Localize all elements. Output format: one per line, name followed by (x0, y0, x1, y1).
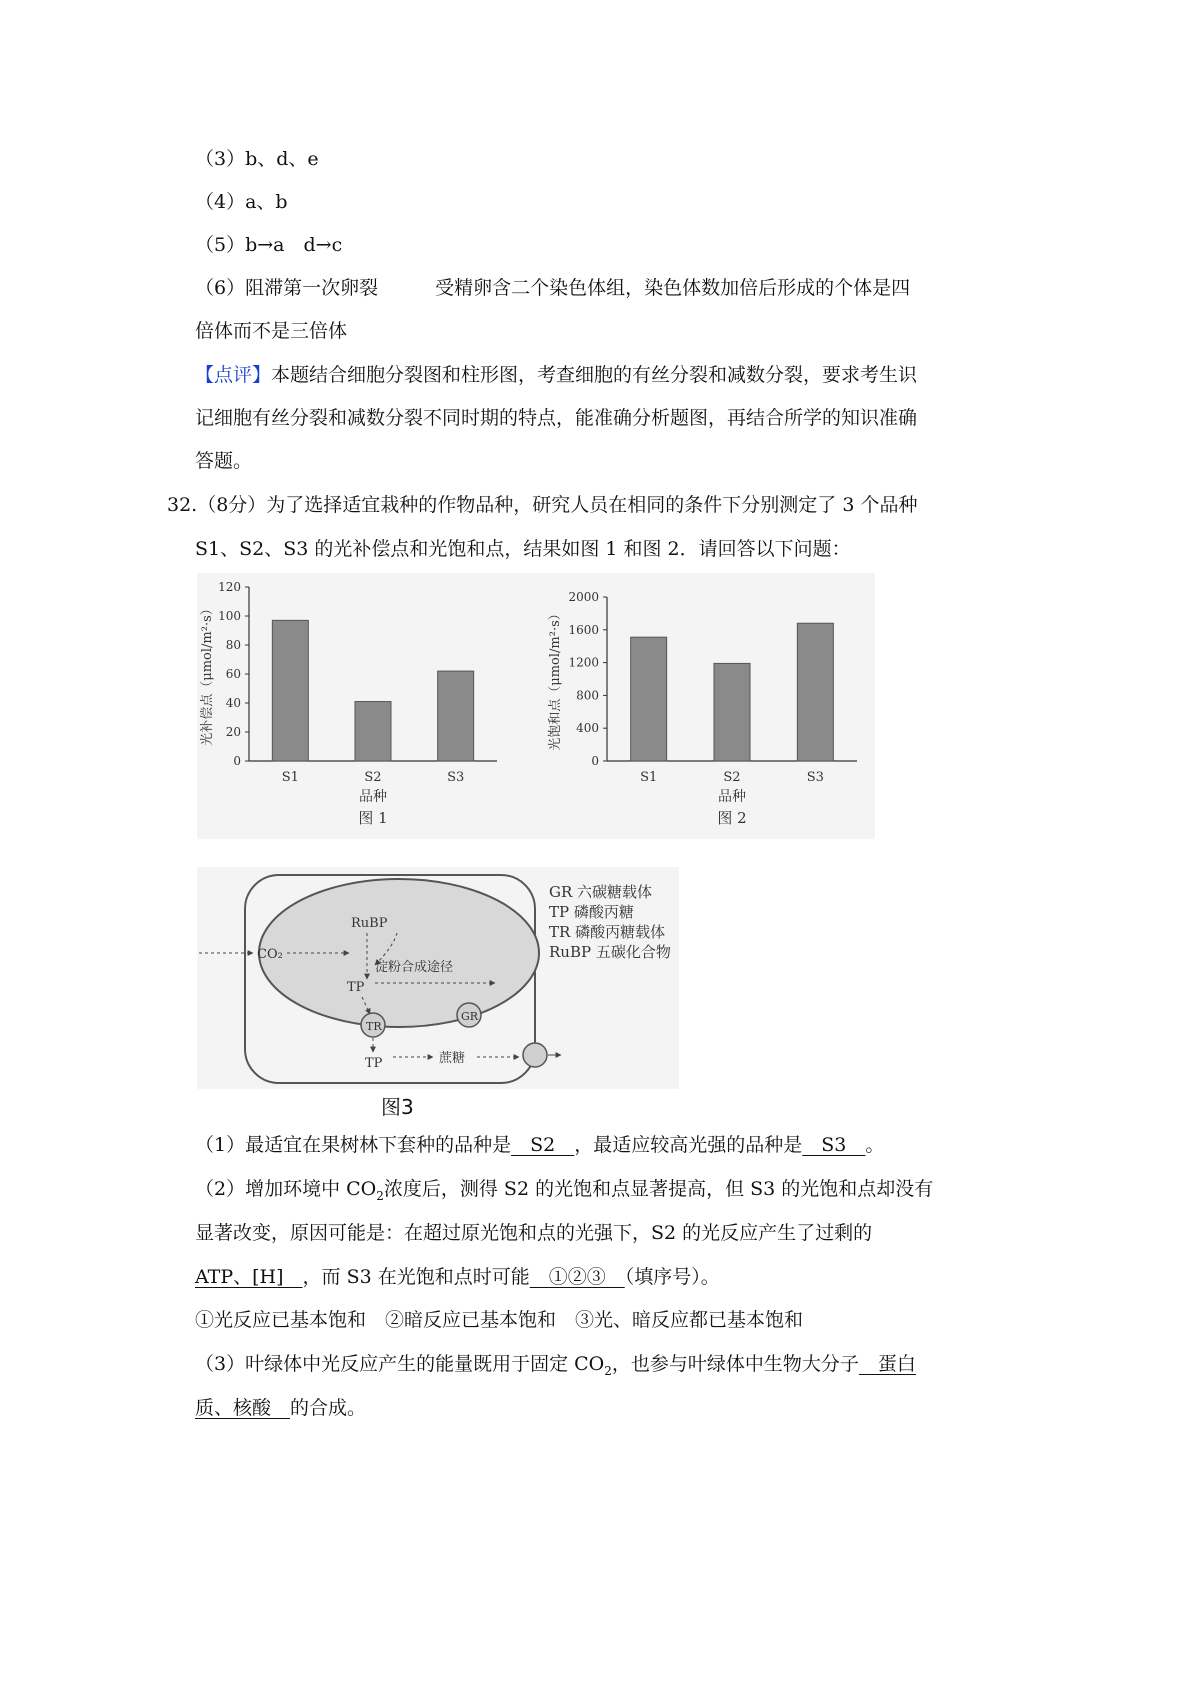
legend-tr: TR 磷酸丙糖载体 (549, 923, 666, 941)
chart2-y-tick-label: 2000 (568, 590, 599, 604)
chart1-x-label: 品种 (359, 789, 387, 805)
q1-answer-1: S2 (511, 1134, 575, 1156)
q2-line2: 显著改变，原因可能是：在超过原光饱和点的光强下，S2 的光反应产生了过剩的 (195, 1222, 873, 1244)
answer-6-line2: 倍体而不是三倍体 (195, 320, 348, 342)
chart1-bar-S1 (272, 620, 308, 761)
answer-6-line1: （6）阻滞第一次卵裂 受精卵含二个染色体组，染色体数加倍后形成的个体是四 (195, 277, 911, 299)
chart2-x-label: 品种 (718, 789, 746, 805)
q2-line3 (195, 1264, 720, 1290)
figure-3-svg (197, 867, 679, 1089)
chart2-x-tick-label: S3 (806, 770, 824, 785)
q1-answer-2: S3 (802, 1134, 866, 1156)
chart1-y-tick-label: 40 (225, 696, 241, 710)
charts-figure (197, 573, 875, 839)
tr-label: TR (366, 1020, 382, 1033)
question-32-line2: S1、S2、S3 的光补偿点和光饱和点，结果如图 1 和图 2．请回答以下问题： (195, 538, 851, 560)
sucrose-label: 蔗糖 (439, 1051, 466, 1066)
question-32-line1: 32.（8分）为了选择适宜栽种的作物品种，研究人员在相同的条件下分别测定了 3 个品种 (167, 494, 918, 516)
rubp-label: RuBP (351, 916, 388, 931)
answer-3: （3）b、d、e (195, 148, 319, 170)
figure-3 (197, 867, 679, 1089)
legend-tp: TP 磷酸丙糖 (549, 903, 634, 921)
chart1-x-tick-label: S3 (447, 770, 465, 785)
q1-line (195, 1132, 884, 1158)
q2-text-post: （填序号）。 (624, 1266, 720, 1288)
chart2-title: 图 2 (717, 809, 747, 827)
chart1-y-label: 光补偿点（μmol/m²·s） (200, 602, 215, 746)
answer-5: （5）b→a d→c (195, 234, 343, 256)
legend-gr: GR 六碳糖载体 (549, 883, 653, 901)
q3-answer-b: 质、核酸 (195, 1397, 291, 1419)
q1-text-pre: （1）最适宜在果树林下套种的品种是 (195, 1134, 512, 1156)
chart2-x-tick-label: S1 (640, 770, 658, 785)
chart2-x-tick-label: S2 (723, 770, 741, 785)
comment-line1 (195, 362, 917, 388)
charts-svg (197, 573, 875, 839)
q2-answer-2: ①②③ (529, 1266, 625, 1288)
q2-text-mid: ，而 S3 在光饱和点时可能 (302, 1266, 530, 1288)
membrane-transporter (523, 1043, 547, 1067)
chart2-y-label: 光饱和点（μmol/m²·s） (548, 607, 563, 751)
q2-sub: 2 (376, 1188, 384, 1203)
tp-outside-label: TP (365, 1056, 383, 1071)
chart1-x-tick-label: S2 (364, 770, 382, 785)
comment-tag: 【点评】 (195, 364, 272, 386)
q3-line2 (195, 1395, 366, 1421)
chart2-bar-S2 (714, 663, 750, 761)
figure-3-caption: 图3 (381, 1095, 414, 1119)
tp-inside-label: TP (347, 980, 365, 995)
chart2-bar-S3 (797, 623, 833, 761)
starch-label: 淀粉合成途径 (375, 960, 454, 975)
comment-line3: 答题。 (195, 450, 253, 472)
chart2-y-tick-label: 1200 (568, 655, 599, 670)
chart1-x-tick-label: S1 (281, 770, 299, 785)
chart1-y-tick-label: 20 (225, 725, 241, 739)
q2-text-1b: 浓度后，测得 S2 的光饱和点显著提高，但 S3 的光饱和点却没有 (383, 1178, 934, 1200)
gr-label: GR (461, 1010, 479, 1023)
chart1-y-tick-label: 100 (218, 609, 241, 623)
comment-text: 本题结合细胞分裂图和柱形图，考查细胞的有丝分裂和减数分裂，要求考生识 (271, 364, 918, 386)
q2-options: ①光反应已基本饱和 ②暗反应已基本饱和 ③光、暗反应都已基本饱和 (195, 1309, 804, 1331)
chart2-y-tick-label: 0 (591, 754, 599, 768)
chart2-y-tick-label: 400 (576, 721, 599, 736)
legend-rubp: RuBP 五碳化合物 (549, 943, 671, 961)
q1-text-post: 。 (865, 1134, 885, 1156)
q2-answer-1: ATP、[H] (195, 1266, 303, 1288)
q2-text-1a: （2）增加环境中 CO (195, 1178, 377, 1200)
chart2-y-tick-label: 800 (576, 688, 599, 703)
q1-text-mid: ，最适应较高光强的品种是 (574, 1134, 803, 1156)
q3-line1 (195, 1351, 916, 1384)
comment-line2: 记细胞有丝分裂和减数分裂不同时期的特点，能准确分析题图，再结合所学的知识准确 (195, 407, 918, 429)
q3-sub: 2 (604, 1363, 612, 1378)
chart1-y-tick-label: 0 (233, 754, 241, 768)
chart1-y-tick-label: 120 (218, 580, 241, 594)
q3-text-1b: ，也参与叶绿体中生物大分子 (611, 1353, 859, 1375)
chart1-bar-S2 (355, 702, 391, 761)
chart2-y-tick-label: 1600 (568, 622, 599, 637)
chart2-bar-S1 (631, 637, 667, 761)
q3-text-post: 的合成。 (290, 1397, 367, 1419)
chart1-y-tick-label: 60 (225, 667, 241, 681)
answer-4: （4）a、b (195, 191, 288, 213)
q3-text-1a: （3）叶绿体中光反应产生的能量既用于固定 CO (195, 1353, 605, 1375)
q3-answer-a: 蛋白 (858, 1353, 916, 1375)
chart1-bar-S3 (438, 671, 474, 761)
co2-label: CO₂ (257, 947, 283, 962)
chart1-title: 图 1 (358, 809, 388, 827)
q2-line1 (195, 1176, 933, 1209)
chart1-y-tick-label: 80 (225, 638, 241, 652)
